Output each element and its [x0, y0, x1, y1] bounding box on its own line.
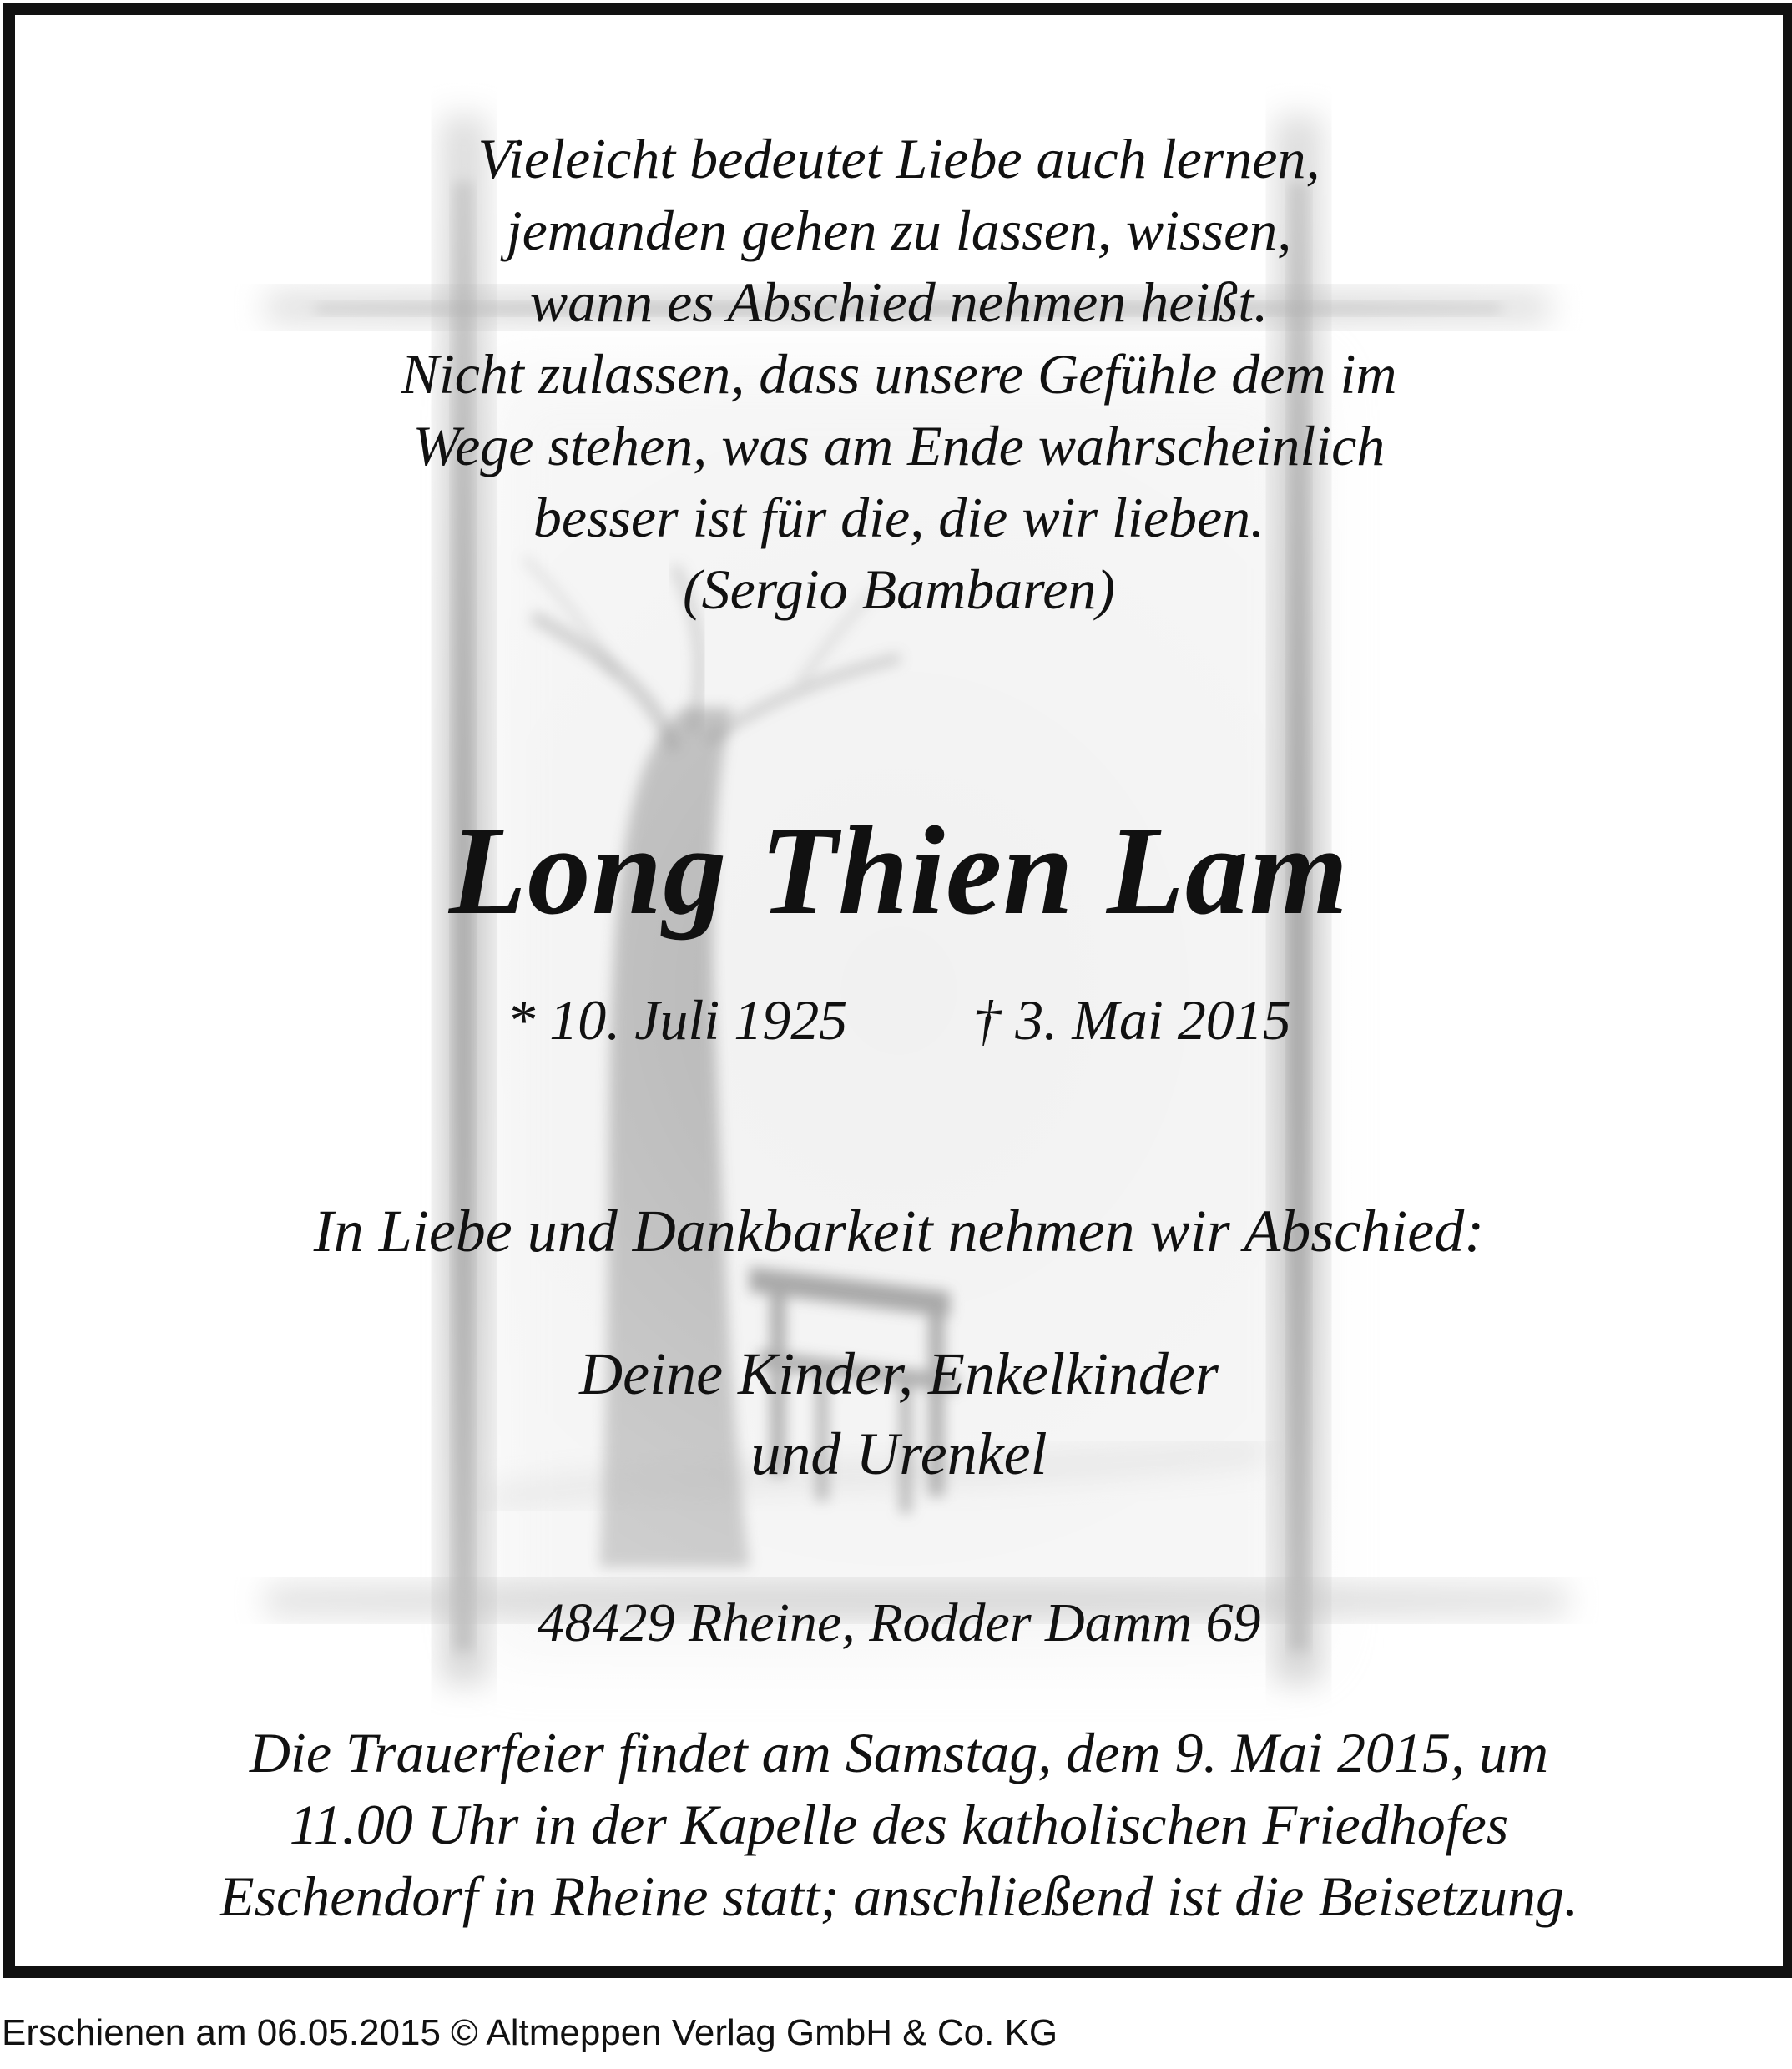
poem-line: besser ist für die, die wir lieben.: [533, 486, 1265, 549]
service-line: Eschendorf in Rheine statt; anschließend ist die Beisetzung.: [220, 1865, 1578, 1928]
poem-line: Wege stehen, was am Ende wahrscheinlich: [412, 414, 1386, 477]
birth-date: * 10. Juli 1925: [507, 988, 848, 1052]
life-dates: [15, 983, 1783, 1057]
poem-line: wann es Abschied nehmen heißt.: [529, 270, 1269, 334]
publication-footer: Erschienen am 06.05.2015 © Altmeppen Verlag GmbH & Co. KG: [2, 2012, 1058, 2053]
poem-line: jemanden gehen zu lassen, wissen,: [506, 199, 1292, 262]
poem-author: (Sergio Bambaren): [682, 558, 1116, 621]
poem-line: Vieleicht bedeutet Liebe auch lernen,: [477, 127, 1320, 190]
farewell-text: In Liebe und Dankbarkeit nehmen wir Abschied:: [313, 1198, 1485, 1264]
address: 48429 Rheine, Rodder Damm 69: [537, 1592, 1261, 1653]
mourners-line: Deine Kinder, Enkelkinder: [579, 1340, 1219, 1407]
service-line: Die Trauerfeier findet am Samstag, dem 9. Mai 2015, um: [249, 1721, 1549, 1784]
poem-line: Nicht zulassen, dass unsere Gefühle dem im: [401, 342, 1397, 406]
death-date: † 3. Mai 2015: [972, 988, 1291, 1052]
mourners-line: und Urenkel: [750, 1421, 1047, 1487]
obituary-notice: [3, 3, 1792, 1978]
deceased-name: Long Thien Lam: [448, 800, 1350, 941]
service-line: 11.00 Uhr in der Kapelle des katholischen Friedhofes: [289, 1793, 1509, 1856]
